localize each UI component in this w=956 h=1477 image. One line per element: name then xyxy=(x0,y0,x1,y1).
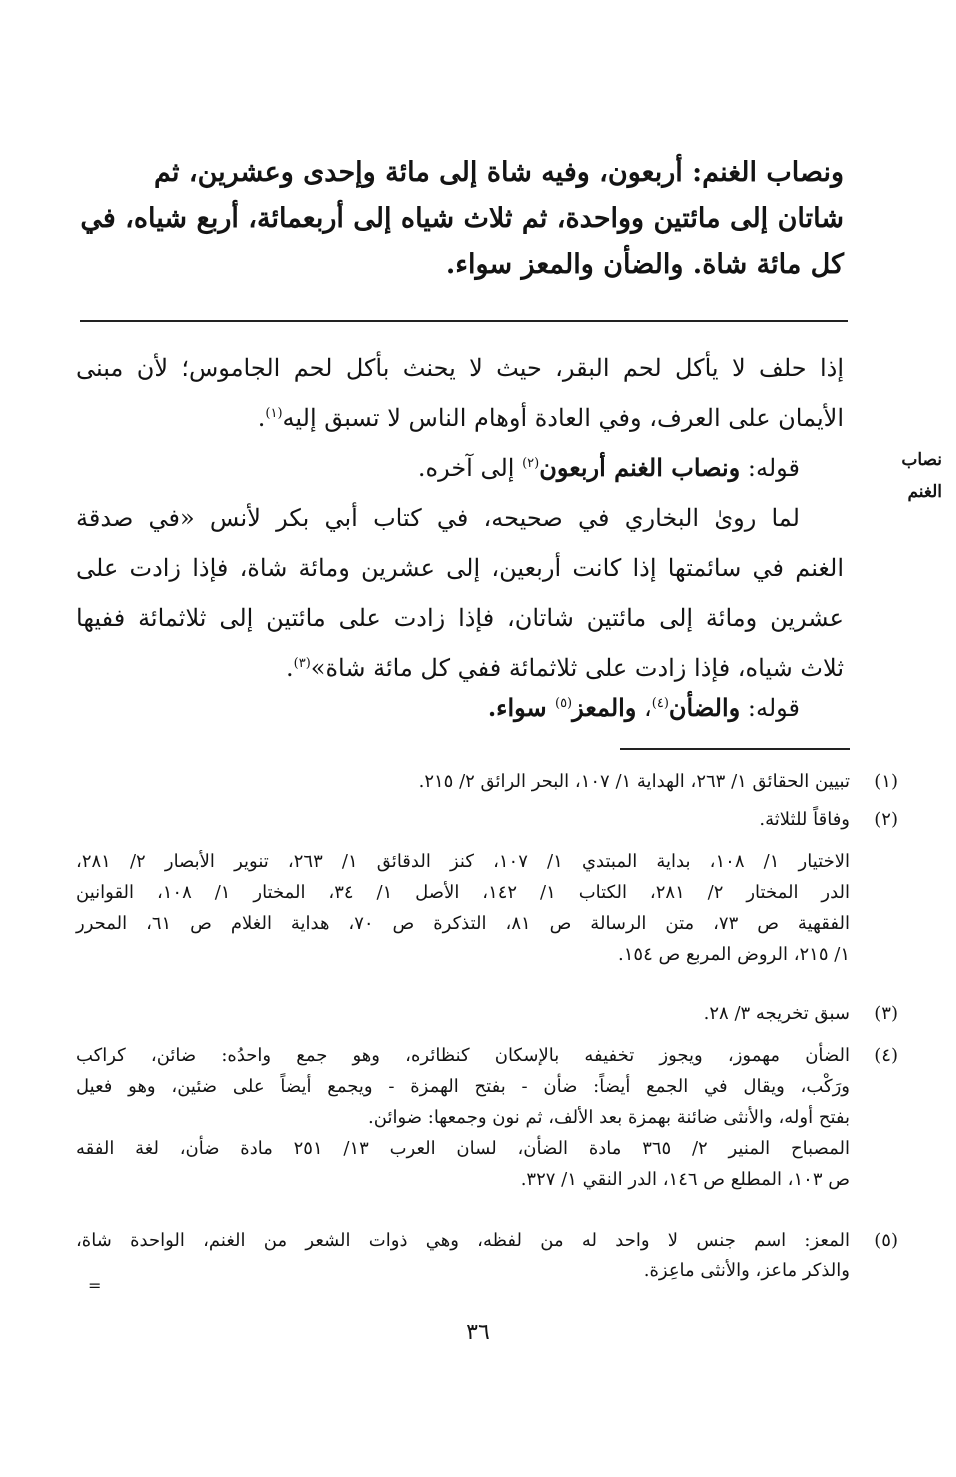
commentary-text: الأيمان على العرف، وفي العادة أوهام الناس لا تسبق إليه xyxy=(282,404,844,432)
quoted-matn: سواء. xyxy=(487,693,555,722)
section-divider xyxy=(80,320,848,322)
commentary-text: . xyxy=(286,654,294,682)
footnote-text: الدر المختار ٢/ ٢٨١، الكتاب ١/ ١٤٢، الأصل ١/ ٣٤، المختار ١/ ١٠٨، القوانين xyxy=(76,882,851,903)
commentary-text: ، xyxy=(636,694,652,722)
footnote-2-sources xyxy=(76,846,850,970)
quoted-matn: والضأن xyxy=(668,693,741,722)
footnote-number: (٥) xyxy=(874,1230,898,1251)
footnote-divider xyxy=(620,748,850,750)
footnote-5 xyxy=(76,1226,898,1286)
footnote-text: الاختيار ١/ ١٠٨، بداية المبتدي ١/ ١٠٧، كنز الدقائق ١/ ٢٦٣، تنوير الأبصار ٢/ ٢٨١، xyxy=(76,851,850,872)
footnote-text: ص ١٠٣، المطلع ص ١٤٦، الدر النقي ١/ ٣٢٧. xyxy=(520,1169,850,1190)
footnote-text: سبق تخريجه ٣/ ٢٨. xyxy=(703,1003,850,1024)
margin-heading-line: نصاب xyxy=(901,450,942,470)
commentary-text: قوله: xyxy=(740,694,800,722)
commentary-paragraph xyxy=(76,493,844,693)
footnote-text: بفتح أوله، والأنثى ضائنة بهمزة بعد الألف، ثم نون وجمعها: ضوائن. xyxy=(368,1107,850,1128)
commentary-text: . xyxy=(257,404,266,432)
commentary-line: عشرين ومائة إلى مائتين شاتان، فإذا زادت على مائتين إلى ثلاثمائة ففيها xyxy=(76,604,844,632)
footnote-ref: (٢) xyxy=(522,456,540,471)
matn-line: شاتان إلى مائتين وواحدة، ثم ثلاث شياه إلى أربعمائة، أربع شياه، في xyxy=(80,203,844,234)
footnote-number: (١) xyxy=(874,771,898,792)
commentary-text: قوله: xyxy=(740,454,800,482)
page-number: ٣٦ xyxy=(466,1320,490,1345)
commentary-text: إلى آخره. xyxy=(417,454,523,482)
commentary-text: ثلاث شياه، فإذا زادت على ثلاثمائة ففي كل مائة شاة» xyxy=(310,654,844,682)
footnote-ref: (٥) xyxy=(554,696,573,711)
commentary-line xyxy=(76,393,844,443)
footnote-text: ورَكْب، ويقال في الجمع أيضاً: ضأن - بفتح الهمزة - ويجمع أيضاً على ضئين، وهو فعيل xyxy=(76,1076,850,1097)
quoted-matn: والمعز xyxy=(572,693,637,722)
quoted-matn: ونصاب الغنم أربعون xyxy=(539,453,741,482)
footnote-text: المصباح المنير ٢/ ٣٦٥ مادة الضأن، لسان العرب ١٣/ ٢٥١ مادة ضأن، لغة الفقه xyxy=(76,1138,850,1159)
footnote-text: تبيين الحقائق ١/ ٢٦٣، الهداية ١/ ١٠٧، البحر الرائق ٢/ ٢١٥. xyxy=(418,771,850,792)
margin-heading xyxy=(864,444,942,508)
commentary-line xyxy=(76,443,844,493)
commentary-paragraph xyxy=(76,343,844,443)
footnote-text: والذكر ماعز، والأنثى ماعِزة. xyxy=(643,1260,850,1281)
footnote-number: (٢) xyxy=(874,809,898,830)
footnote-ref: (١) xyxy=(265,406,283,421)
commentary-line: إذا حلف لا يأكل لحم البقر، حيث لا يحنث بأكل لحم الجاموس؛ لأن مبنى xyxy=(76,354,844,382)
commentary-line: لما روىٰ البخاري في صحيحه، في كتاب أبي بكر لأنس «في صدقة xyxy=(76,504,800,532)
footnote-number: (٤) xyxy=(874,1045,898,1066)
matn-line: كل مائة شاة. والضأن والمعز سواء. xyxy=(445,249,844,280)
commentary-paragraph xyxy=(76,443,844,493)
footnote-text: المعز: اسم جنس لا واحد له من لفظه، وهي ذوات الشعر من الغنم، الواحدة شاة، xyxy=(76,1230,850,1251)
footnote-ref: (٤) xyxy=(651,696,669,711)
matn-text xyxy=(76,150,844,288)
commentary-line: الغنم في سائمتها إذا كانت أربعين، إلى عشرين ومائة شاة، فإذا زادت على xyxy=(76,554,844,582)
matn-line: ونصاب الغنم: أربعون، وفيه شاة إلى مائة وإحدى وعشرين، ثم xyxy=(153,157,844,188)
footnote-text: ١/ ٢١٥، الروض المربع ص ١٥٤. xyxy=(618,944,850,965)
footnote-text: وفاقاً للثلاثة. xyxy=(759,809,850,830)
commentary-paragraph xyxy=(76,683,844,733)
footnote-text: الضأن مهموز، ويجوز تخفيفه بالإسكان كنظائره، وهو جمع واحدُه: ضائن، كراكب xyxy=(76,1045,850,1066)
footnote-1 xyxy=(76,768,898,796)
footnote-4 xyxy=(76,1040,898,1195)
footnote-text: الفقهية ص ٧٣، متن الرسالة ص ٨١، التذكرة ص ٧٠، هداية الغلام ص ٦١، المحرر xyxy=(76,913,850,934)
footnote-number: (٣) xyxy=(874,1003,898,1024)
footnote-ref: (٣) xyxy=(293,656,311,671)
margin-heading-line: الغنم xyxy=(907,482,942,502)
footnote-3 xyxy=(76,1000,898,1028)
continuation-mark: = xyxy=(88,1276,102,1295)
commentary-line xyxy=(76,683,844,733)
footnote-2 xyxy=(76,806,898,834)
